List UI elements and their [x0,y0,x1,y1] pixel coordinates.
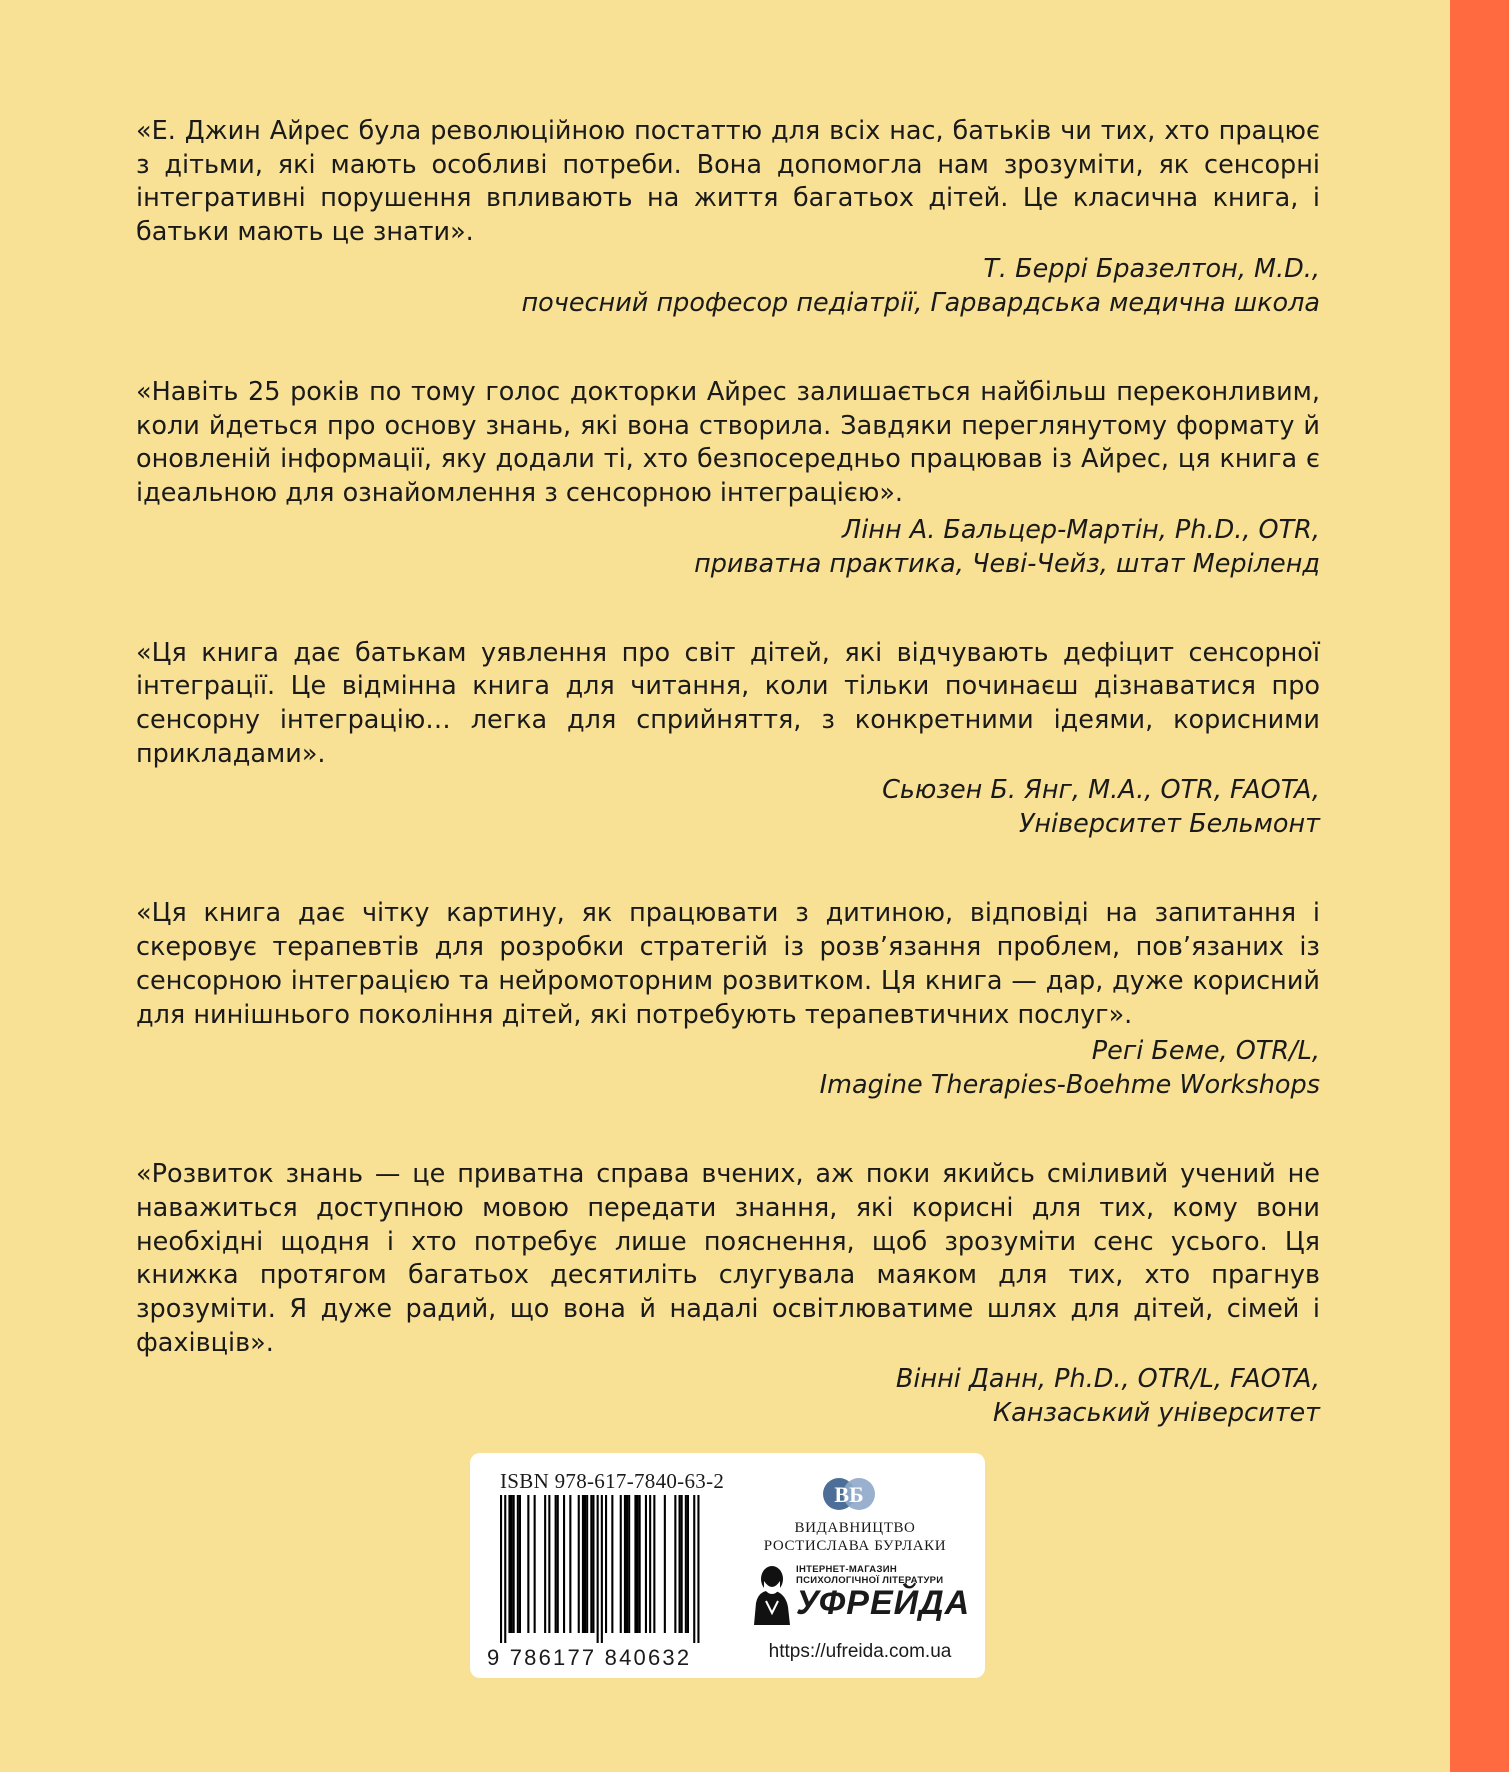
review-author: Лінн А. Бальцер-Мартін, Ph.D., OTR, [842,514,1320,545]
freud-portrait-icon [746,1563,794,1627]
barcode-bar [548,1495,550,1633]
barcode-bar [504,1495,506,1643]
review-quote: «Розвиток знань — це приватна справа вчених, аж поки якийсь сміливий учений не наважиться доступною мовою передати знання, які корисні для тих, кому вони необхідні щодня і хто потребує лише пояснення, щоб зрозуміти сенс усього. Ця книжка протягом багатьох десятиліть слугувала маяком для тих, хто прагнув зрозуміти. Я дуже радий, що вона й надалі освітлюватиме шлях для дітей, сімей і фахівців». [136,1159,1320,1358]
review-3 [136,637,1320,842]
barcode-bar [685,1495,687,1633]
review-quote: «Е. Джин Айрес була революційною постаттю для всіх нас, батьків чи тих, хто працює з дітьми, які мають особливі потреби. Вона допомогла нам зрозуміти, як сенсорні інтегративні порушення впливають на життя багатьох дітей. Це класична книга, і батьки мають це знати». [136,116,1320,248]
barcode-bar [681,1495,683,1633]
review-attribution [136,1034,1320,1102]
barcode-bar [601,1495,603,1643]
reviews-column [136,115,1320,1486]
barcode-bar [649,1495,651,1633]
ufreida-tagline-line1: ІНТЕРНЕТ-МАГАЗИН [796,1564,898,1575]
barcode-bar [611,1495,613,1633]
barcode-bar [628,1495,630,1633]
isbn-label: ISBN 978-617-7840-63-2 [500,1469,725,1493]
review-attribution [136,773,1320,841]
review-affiliation: Університет Бельмонт [1018,809,1320,840]
barcode-bar [687,1495,689,1633]
review-affiliation: приватна практика, Чеві-Чейз, штат Меріленд [694,548,1320,579]
barcode-bar [500,1495,502,1643]
barcode-bar [584,1495,586,1633]
review-2 [136,376,1320,581]
barcode-bar [508,1495,510,1633]
barcode-bar [511,1495,513,1633]
barcode-bar [517,1495,519,1633]
barcode-bar [624,1495,626,1633]
barcode-bar [557,1495,559,1633]
barcode-bar [697,1495,699,1643]
barcode-bar [626,1495,628,1633]
review-quote: «Ця книга дає батькам уявлення про світ дітей, які відчувають дефіцит сенсорної інтеграції. Це відмінна книга для читання, коли тільки починаєш дізнаватися про сенсорну інтеграцію… легка для сприйняття, з конкретними ідеями, корисними прикладами». [136,637,1320,769]
review-affiliation: почесний професор педіатрії, Гарвардська медична школа [521,287,1320,318]
review-quote: «Навіть 25 років по тому голос докторки Айрес залишається найбільш переконливим, коли йдеться про основу знань, які вона створила. Завдяки переглянутому формату й оновленій інформації, яку додали ті, хто безпосередньо працював із Айрес, ця книга є ідеальною для ознайомлення з сенсорною інтеграцією». [136,376,1320,508]
orange-spine-stripe [1450,0,1509,1772]
barcode-bar [679,1495,681,1633]
barcode-digits: 9 786177 840632 [487,1645,692,1670]
review-affiliation: Imagine Therapies-Boehme Workshops [819,1070,1320,1101]
review-author: Т. Беррі Бразелтон, M.D., [983,253,1320,284]
ufreida-tagline-line2: ПСИХОЛОГІЧНОЇ ЛІТЕРАТУРИ [796,1574,944,1586]
review-5 [136,1158,1320,1430]
ufreida-logo [746,1563,978,1627]
review-quote: «Ця книга дає чітку картину, як працювати з дитиною, відповіді на запитання і скеровує терапевтів для розробки стратегій із розв’язання проблем, пов’язаних із сенсорною інтеграцією та нейромоторним розвитком. Ця книга — дар, дуже корисний для нинішнього покоління дітей, які потребують терапевтичних послуг». [136,898,1320,1030]
barcode-bar [544,1495,546,1633]
review-affiliation: Канзаський університет [992,1398,1320,1429]
barcode-bar [637,1495,639,1633]
barcode-bar [597,1495,599,1643]
barcode-bar [513,1495,515,1633]
review-attribution [136,513,1320,581]
barcode-bar [586,1495,588,1633]
barcode-bar [519,1495,521,1633]
barcode-bar [534,1495,536,1633]
barcode-bar [645,1495,647,1633]
publisher-logo-letters: ВБ [834,1482,864,1507]
barcode-bar [634,1495,636,1633]
review-attribution [136,252,1320,320]
review-1 [136,115,1320,320]
barcode-bar [693,1495,695,1643]
barcode-bar [527,1495,529,1633]
publisher-logo-icon [822,1471,876,1517]
barcode-bar [590,1495,592,1633]
publisher-name-line1: ВИДАВНИЦТВО [794,1520,916,1536]
barcode-bar [605,1495,607,1633]
barcode-panel [470,1453,985,1678]
barcode-bar [563,1495,565,1633]
barcode-bar [674,1495,676,1633]
shop-url: https://ufreida.com.ua [768,1641,952,1662]
barcode-bar [578,1495,580,1633]
publisher-name [750,1519,960,1555]
barcode-bar [569,1495,571,1633]
barcode-image [500,1495,710,1643]
review-author: Сьюзен Б. Янг, M.A., OTR, FAOTA, [882,775,1320,806]
review-attribution [136,1362,1320,1430]
ufreida-tagline [796,1565,978,1586]
barcode-bar [582,1495,584,1633]
review-author: Вінні Данн, Ph.D., OTR/L, FAOTA, [895,1364,1320,1395]
barcode-bar [555,1495,557,1633]
barcode-bar [639,1495,641,1633]
review-author: Регі Беме, OTR/L, [1091,1036,1320,1067]
review-4 [136,897,1320,1102]
barcode-bar [664,1495,666,1633]
ufreida-wordmark: УФРЕЙДА [796,1584,971,1622]
publisher-name-line2: РОСТИСЛАВА БУРЛАКИ [763,1538,947,1554]
barcode-bar [653,1495,655,1633]
barcode-bar [592,1495,594,1633]
barcode-bar [620,1495,622,1633]
